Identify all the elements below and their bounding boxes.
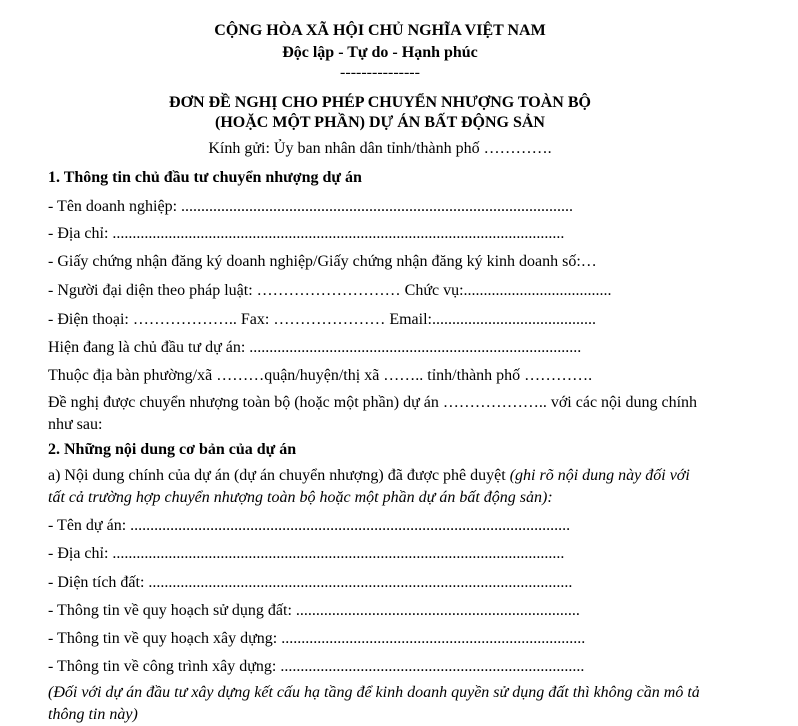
section-2-heading: 2. Những nội dung cơ bản của dự án	[48, 441, 297, 458]
project-name-field: - Tên dự án: ..............................................................................................................	[48, 517, 571, 534]
country-name: CỘNG HÒA XÃ HỘI CHỦ NGHĨA VIỆT NAM	[214, 22, 546, 39]
project-owner-field: Hiện đang là chủ đầu tư dự án: ...................................................................................	[48, 339, 582, 356]
project-location-field: Thuộc địa bàn phường/xã ………quận/huyện/thị xã …….. tỉnh/thành phố ………….	[48, 367, 593, 384]
national-motto: Độc lập - Tự do - Hạnh phúc	[282, 44, 478, 61]
section-2-intro-note: (ghi rõ nội dung này đối với tất cả trường hợp chuyển nhượng toàn bộ hoặc một phần dự án bất động sản):	[48, 467, 690, 506]
business-registration-field: - Giấy chứng nhận đăng ký doanh nghiệp/Giấy chứng nhận đăng ký kinh doanh số:…	[48, 253, 597, 270]
company-address-field: - Địa chỉ: .................................................................................................................	[48, 225, 565, 242]
section-2-intro-text: a) Nội dung chính của dự án (dự án chuyển nhượng) đã được phê duyệt	[48, 467, 510, 484]
section-1-heading: 1. Thông tin chủ đầu tư chuyển nhượng dự án	[48, 169, 362, 186]
construction-works-field: - Thông tin về công trình xây dựng: ............................................................................	[48, 658, 585, 675]
land-area-field: - Diện tích đất: ..........................................................................................................	[48, 574, 573, 591]
infrastructure-note: (Đối với dự án đầu tư xây dựng kết cấu hạ tầng để kinh doanh quyền sử dụng đất thì không cần mô tả thông tin này)	[48, 684, 700, 723]
transfer-request-paragraph: Đề nghị được chuyển nhượng toàn bộ (hoặc một phần) dự án ……………….. với các nội dung chính như sau:	[48, 394, 698, 433]
company-name-field: - Tên doanh nghiệp: ..................................................................................................	[48, 198, 574, 215]
addressee-line: Kính gửi: Ủy ban nhân dân tỉnh/thành phố ………….	[208, 140, 552, 157]
document-title-line-1: ĐƠN ĐỀ NGHỊ CHO PHÉP CHUYỂN NHƯỢNG TOÀN BỘ	[169, 94, 591, 111]
project-address-field: - Địa chỉ: .................................................................................................................	[48, 545, 565, 562]
legal-representative-field: - Người đại diện theo pháp luật: ……………………… Chức vụ:.....................................	[48, 282, 612, 299]
construction-planning-field: - Thông tin về quy hoạch xây dựng: ............................................................................	[48, 630, 586, 647]
contact-field: - Điện thoại: ……………….. Fax: ………………… Email:.........................................	[48, 311, 596, 328]
header-separator: ---------------	[340, 64, 420, 81]
document-title-line-2: (HOẶC MỘT PHẦN) DỰ ÁN BẤT ĐỘNG SẢN	[215, 114, 545, 131]
land-use-planning-field: - Thông tin về quy hoạch sử dụng đất: .......................................................................	[48, 602, 580, 619]
section-2-intro	[48, 465, 708, 509]
